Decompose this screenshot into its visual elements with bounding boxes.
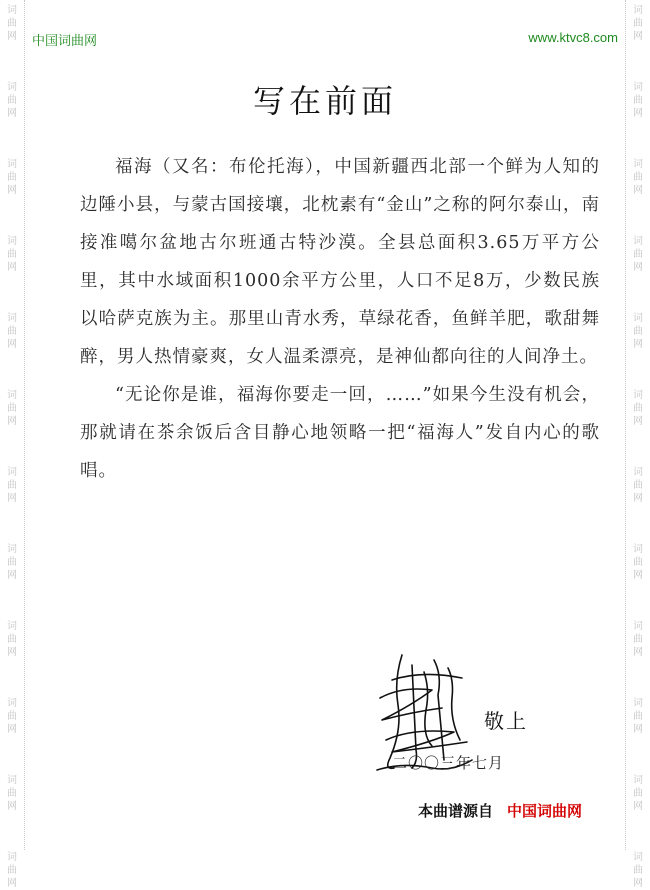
watermark-char: 曲 (7, 403, 17, 414)
watermark-char: 词 (633, 5, 643, 16)
watermark-group (7, 4, 17, 43)
watermark-char: 网 (633, 570, 643, 581)
watermark-group (7, 466, 17, 505)
watermark-group (7, 620, 17, 659)
watermark-char: 曲 (633, 557, 643, 568)
watermark-char: 曲 (633, 95, 643, 106)
watermark-char: 曲 (633, 788, 643, 799)
footer-source-label: 本曲谱源自 (418, 802, 494, 820)
watermark-char: 曲 (7, 249, 17, 260)
watermark-char: 曲 (633, 326, 643, 337)
watermark-char: 曲 (633, 403, 643, 414)
watermark-group (633, 774, 643, 813)
watermark-char: 网 (633, 493, 643, 504)
watermark-char: 曲 (633, 480, 643, 491)
watermark-group (633, 4, 643, 43)
watermark-group (7, 543, 17, 582)
watermark-group (633, 620, 643, 659)
watermark-char: 网 (7, 339, 17, 350)
footer-source (418, 800, 582, 821)
watermark-char: 词 (7, 313, 17, 324)
watermark-char: 曲 (633, 634, 643, 645)
right-watermark-strip (625, 0, 650, 889)
watermark-char: 曲 (7, 18, 17, 29)
watermark-char: 曲 (633, 711, 643, 722)
document-body (80, 148, 600, 490)
watermark-char: 词 (7, 698, 17, 709)
watermark-char: 网 (7, 647, 17, 658)
watermark-char: 曲 (633, 249, 643, 260)
watermark-char: 词 (633, 621, 643, 632)
watermark-char: 词 (7, 775, 17, 786)
watermark-char: 词 (7, 621, 17, 632)
watermark-char: 词 (7, 467, 17, 478)
watermark-group (7, 851, 17, 890)
watermark-char: 词 (7, 390, 17, 401)
watermark-group (633, 389, 643, 428)
watermark-char: 网 (633, 31, 643, 42)
watermark-char: 词 (633, 698, 643, 709)
watermark-group (633, 312, 643, 351)
watermark-group (633, 235, 643, 274)
watermark-char: 网 (7, 878, 17, 889)
watermark-char: 网 (7, 416, 17, 427)
watermark-char: 曲 (7, 711, 17, 722)
watermark-group (633, 466, 643, 505)
site-link-left[interactable]: 中国词曲网 (32, 34, 98, 49)
watermark-group (7, 158, 17, 197)
watermark-group (7, 235, 17, 274)
page-title: 写在前面 (252, 82, 397, 121)
watermark-char: 网 (633, 108, 643, 119)
watermark-char: 词 (633, 82, 643, 93)
watermark-group (633, 543, 643, 582)
watermark-char: 词 (633, 390, 643, 401)
watermark-char: 词 (7, 544, 17, 555)
watermark-group (633, 851, 643, 890)
watermark-char: 网 (633, 339, 643, 350)
watermark-char: 词 (633, 236, 643, 247)
watermark-char: 曲 (7, 172, 17, 183)
watermark-group (633, 697, 643, 736)
watermark-char: 曲 (7, 634, 17, 645)
left-watermark-strip (0, 0, 25, 889)
signature-date: 二〇〇三年七月 (392, 754, 505, 772)
watermark-char: 曲 (7, 557, 17, 568)
watermark-char: 网 (633, 878, 643, 889)
watermark-char: 词 (633, 852, 643, 863)
watermark-char: 网 (633, 416, 643, 427)
watermark-char: 词 (633, 467, 643, 478)
watermark-char: 网 (633, 262, 643, 273)
watermark-char: 网 (7, 724, 17, 735)
watermark-char: 网 (7, 262, 17, 273)
footer-source-link[interactable]: 中国词曲网 (507, 802, 583, 820)
closing-salutation: 敬上 (484, 709, 528, 733)
watermark-char: 网 (633, 185, 643, 196)
watermark-char: 曲 (7, 788, 17, 799)
watermark-group (633, 158, 643, 197)
watermark-group (7, 697, 17, 736)
watermark-char: 词 (7, 82, 17, 93)
watermark-char: 网 (7, 801, 17, 812)
watermark-char: 曲 (7, 865, 17, 876)
watermark-char: 曲 (633, 172, 643, 183)
watermark-char: 曲 (633, 865, 643, 876)
watermark-char: 词 (633, 775, 643, 786)
watermark-char: 曲 (7, 95, 17, 106)
watermark-char: 曲 (7, 326, 17, 337)
site-link-right[interactable]: www.ktvc8.com (528, 30, 618, 45)
watermark-char: 词 (7, 5, 17, 16)
watermark-char: 网 (633, 647, 643, 658)
watermark-char: 网 (633, 801, 643, 812)
watermark-char: 网 (633, 724, 643, 735)
watermark-group (7, 389, 17, 428)
watermark-char: 曲 (7, 480, 17, 491)
paragraph-invitation: “无论你是谁，福海你要走一回，……”如果今生没有机会，那就请在茶余饭后含目静心地领略一把“福海人”发自内心的歌唱。 (80, 385, 600, 481)
watermark-char: 网 (7, 493, 17, 504)
watermark-char: 网 (7, 31, 17, 42)
watermark-char: 曲 (633, 18, 643, 29)
watermark-char: 网 (7, 108, 17, 119)
watermark-char: 词 (7, 159, 17, 170)
watermark-char: 词 (633, 313, 643, 324)
watermark-char: 词 (633, 159, 643, 170)
watermark-char: 词 (633, 544, 643, 555)
watermark-group (7, 774, 17, 813)
watermark-char: 网 (7, 185, 17, 196)
watermark-group (7, 312, 17, 351)
watermark-char: 词 (7, 236, 17, 247)
watermark-char: 网 (7, 570, 17, 581)
watermark-char: 词 (7, 852, 17, 863)
paragraph-intro: 福海（又名：布伦托海），中国新疆西北部一个鲜为人知的边陲小县，与蒙古国接壤，北枕素有“金山”之称的阿尔泰山，南接准噶尔盆地古尔班通古特沙漠。全县总面积3.65万平方公里，其中水域面积1000余平方公里，人口不足8万，少数民族以哈萨克族为主。那里山青水秀，草绿花香，鱼鲜羊肥，歌甜舞醉，男人热情豪爽，女人温柔漂亮，是神仙都向往的人间净土。 (80, 157, 600, 367)
